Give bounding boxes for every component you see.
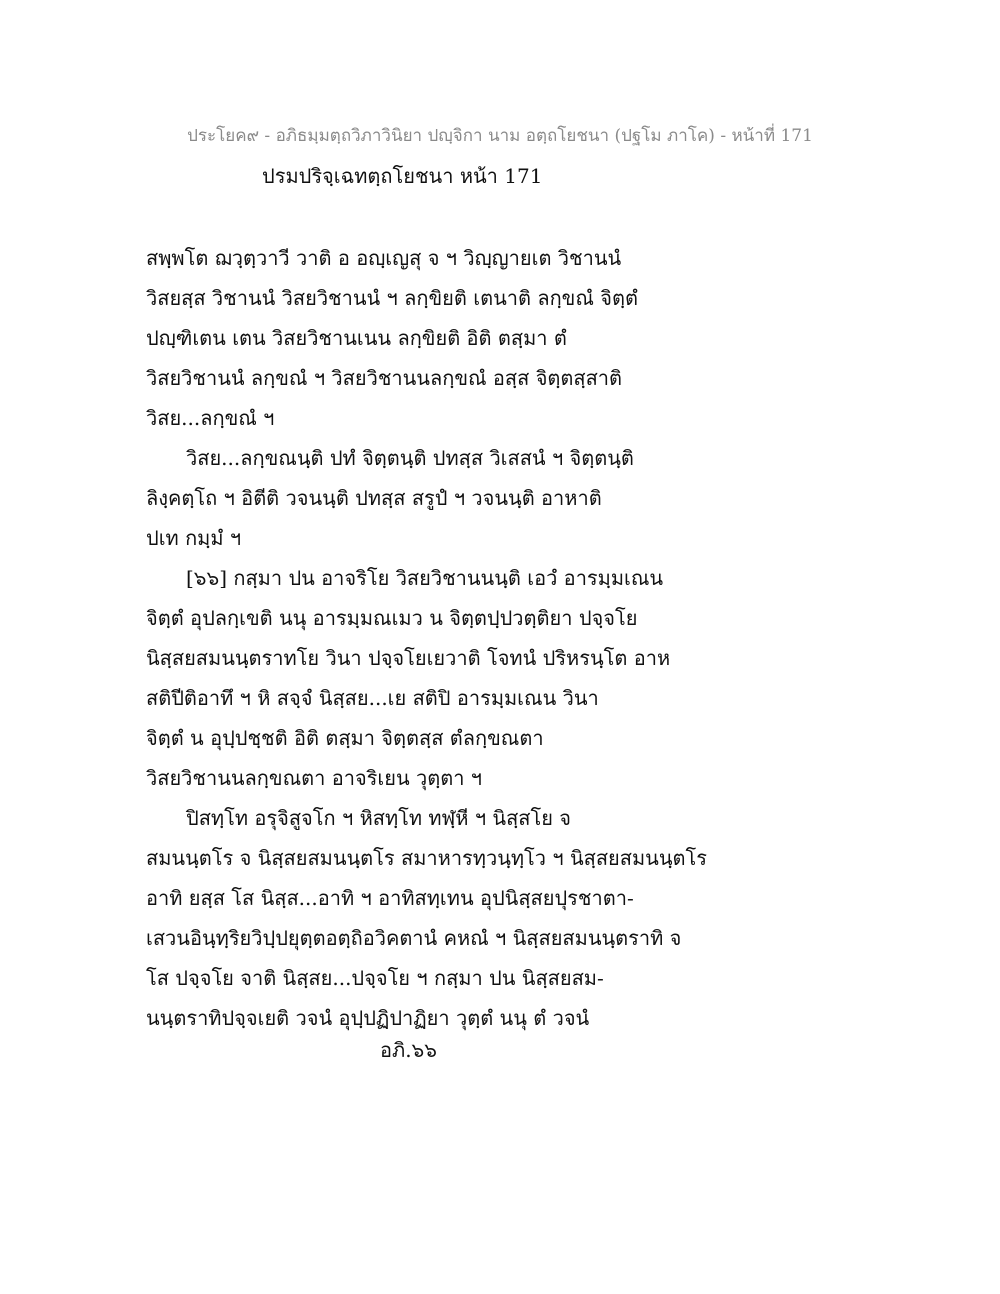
body-text xyxy=(146,238,866,1038)
text-line: [๖๖] กสฺมา ปน อาจริโย วิสยวิชานนนฺติ เอวํ อารมฺมเณน xyxy=(186,566,664,590)
text-line: อาทิ ยสฺส โส นิสฺส...อาทิ ฯ อาทิสทฺเทน อุปนิสฺสยปุรชาตา- xyxy=(146,886,634,910)
text-line: สพฺพโต ฌวฺตฺวาวี วาติ อ อญฺเญสุ จ ฯ วิญฺญายเต วิชานนํ xyxy=(146,246,622,270)
text-line: โส ปจฺจโย จาติ นิสฺสย...ปจฺจโย ฯ กสฺมา ปน นิสฺสยสม- xyxy=(146,966,604,990)
text-line: ปิสทฺโท อรุจิสูจโก ฯ หิสทฺโท ทฬฺหี ฯ นิสฺสโย จ xyxy=(186,806,572,830)
text-line: วิสยสฺส วิชานนํ วิสยวิชานนํ ฯ ลกฺขิยติ เตนาติ ลกฺขณํ จิตฺตํ xyxy=(146,286,638,310)
text-line: สมนนฺตโร จ นิสฺสยสมนนฺตโร สมาหารทฺวนฺทฺโว ฯ นิสฺสยสมนนฺตโร xyxy=(146,846,707,870)
text-line: ปญฺฑิเตน เตน วิสยวิชานเนน ลกฺขิยติ อิติ ตสฺมา ตํ xyxy=(146,326,567,350)
text-line: สติปีติอาทึ ฯ หิ สจฺจํ นิสฺสย...เย สติปิ อารมฺมเณน วินา xyxy=(146,686,599,710)
text-line: ปเท กมฺมํ ฯ xyxy=(146,526,242,550)
text-line: เสวนอินฺทฺริยวิปฺปยุตฺตอตฺถิอวิคตานํ คหณํ ฯ นิสฺสยสมนนฺตราทิ จ xyxy=(146,926,682,950)
text-line: จิตฺตํ อุปลกฺเขติ นนุ อารมฺมณเมว น จิตฺตปฺปวตฺติยา ปจฺจโย xyxy=(146,606,638,630)
page-code: อภิ.๖๖ xyxy=(380,1038,437,1062)
text-line: ลิงฺคตฺโถ ฯ อิตีติ วจนนฺติ ปทสฺส สรูปํ ฯ วจนนฺติ อาหาติ xyxy=(146,486,602,510)
running-header: ประโยค๙ - อภิธมฺมตฺถวิภาวินิยา ปญฺจิกา นาม อตฺถโยชนา (ปฐโม ภาโค) - หน้าที่ 171 xyxy=(187,126,813,146)
section-title: ปรมปริจฺเฉทตฺถโยชนา หน้า 171 xyxy=(262,164,543,188)
text-line: วิสย...ลกฺขณนฺติ ปทํ จิตฺตนฺติ ปทสฺส วิเสสนํ ฯ จิตฺตนฺติ xyxy=(186,446,634,470)
text-line: วิสย...ลกฺขณํ ฯ xyxy=(146,406,275,430)
text-line: วิสยวิชานนํ ลกฺขณํ ฯ วิสยวิชานนลกฺขณํ อสฺส จิตฺตสฺสาติ xyxy=(146,366,623,390)
text-line: วิสยวิชานนลกฺขณตา อาจริเยน วุตฺตา ฯ xyxy=(146,766,483,790)
text-line: นิสฺสยสมนนฺตราทโย วินา ปจฺจโยเยวาติ โจทนํ ปริหรนฺโต อาห xyxy=(146,646,671,670)
text-line: นนฺตราทิปจฺจเยติ วจนํ อุปฺปฏิปาฏิยา วุตฺตํ นนุ ตํ วจนํ xyxy=(146,1006,590,1030)
text-line: จิตฺตํ น อุปฺปชฺชติ อิติ ตสฺมา จิตฺตสฺส ตํลกฺขณตา xyxy=(146,726,544,750)
